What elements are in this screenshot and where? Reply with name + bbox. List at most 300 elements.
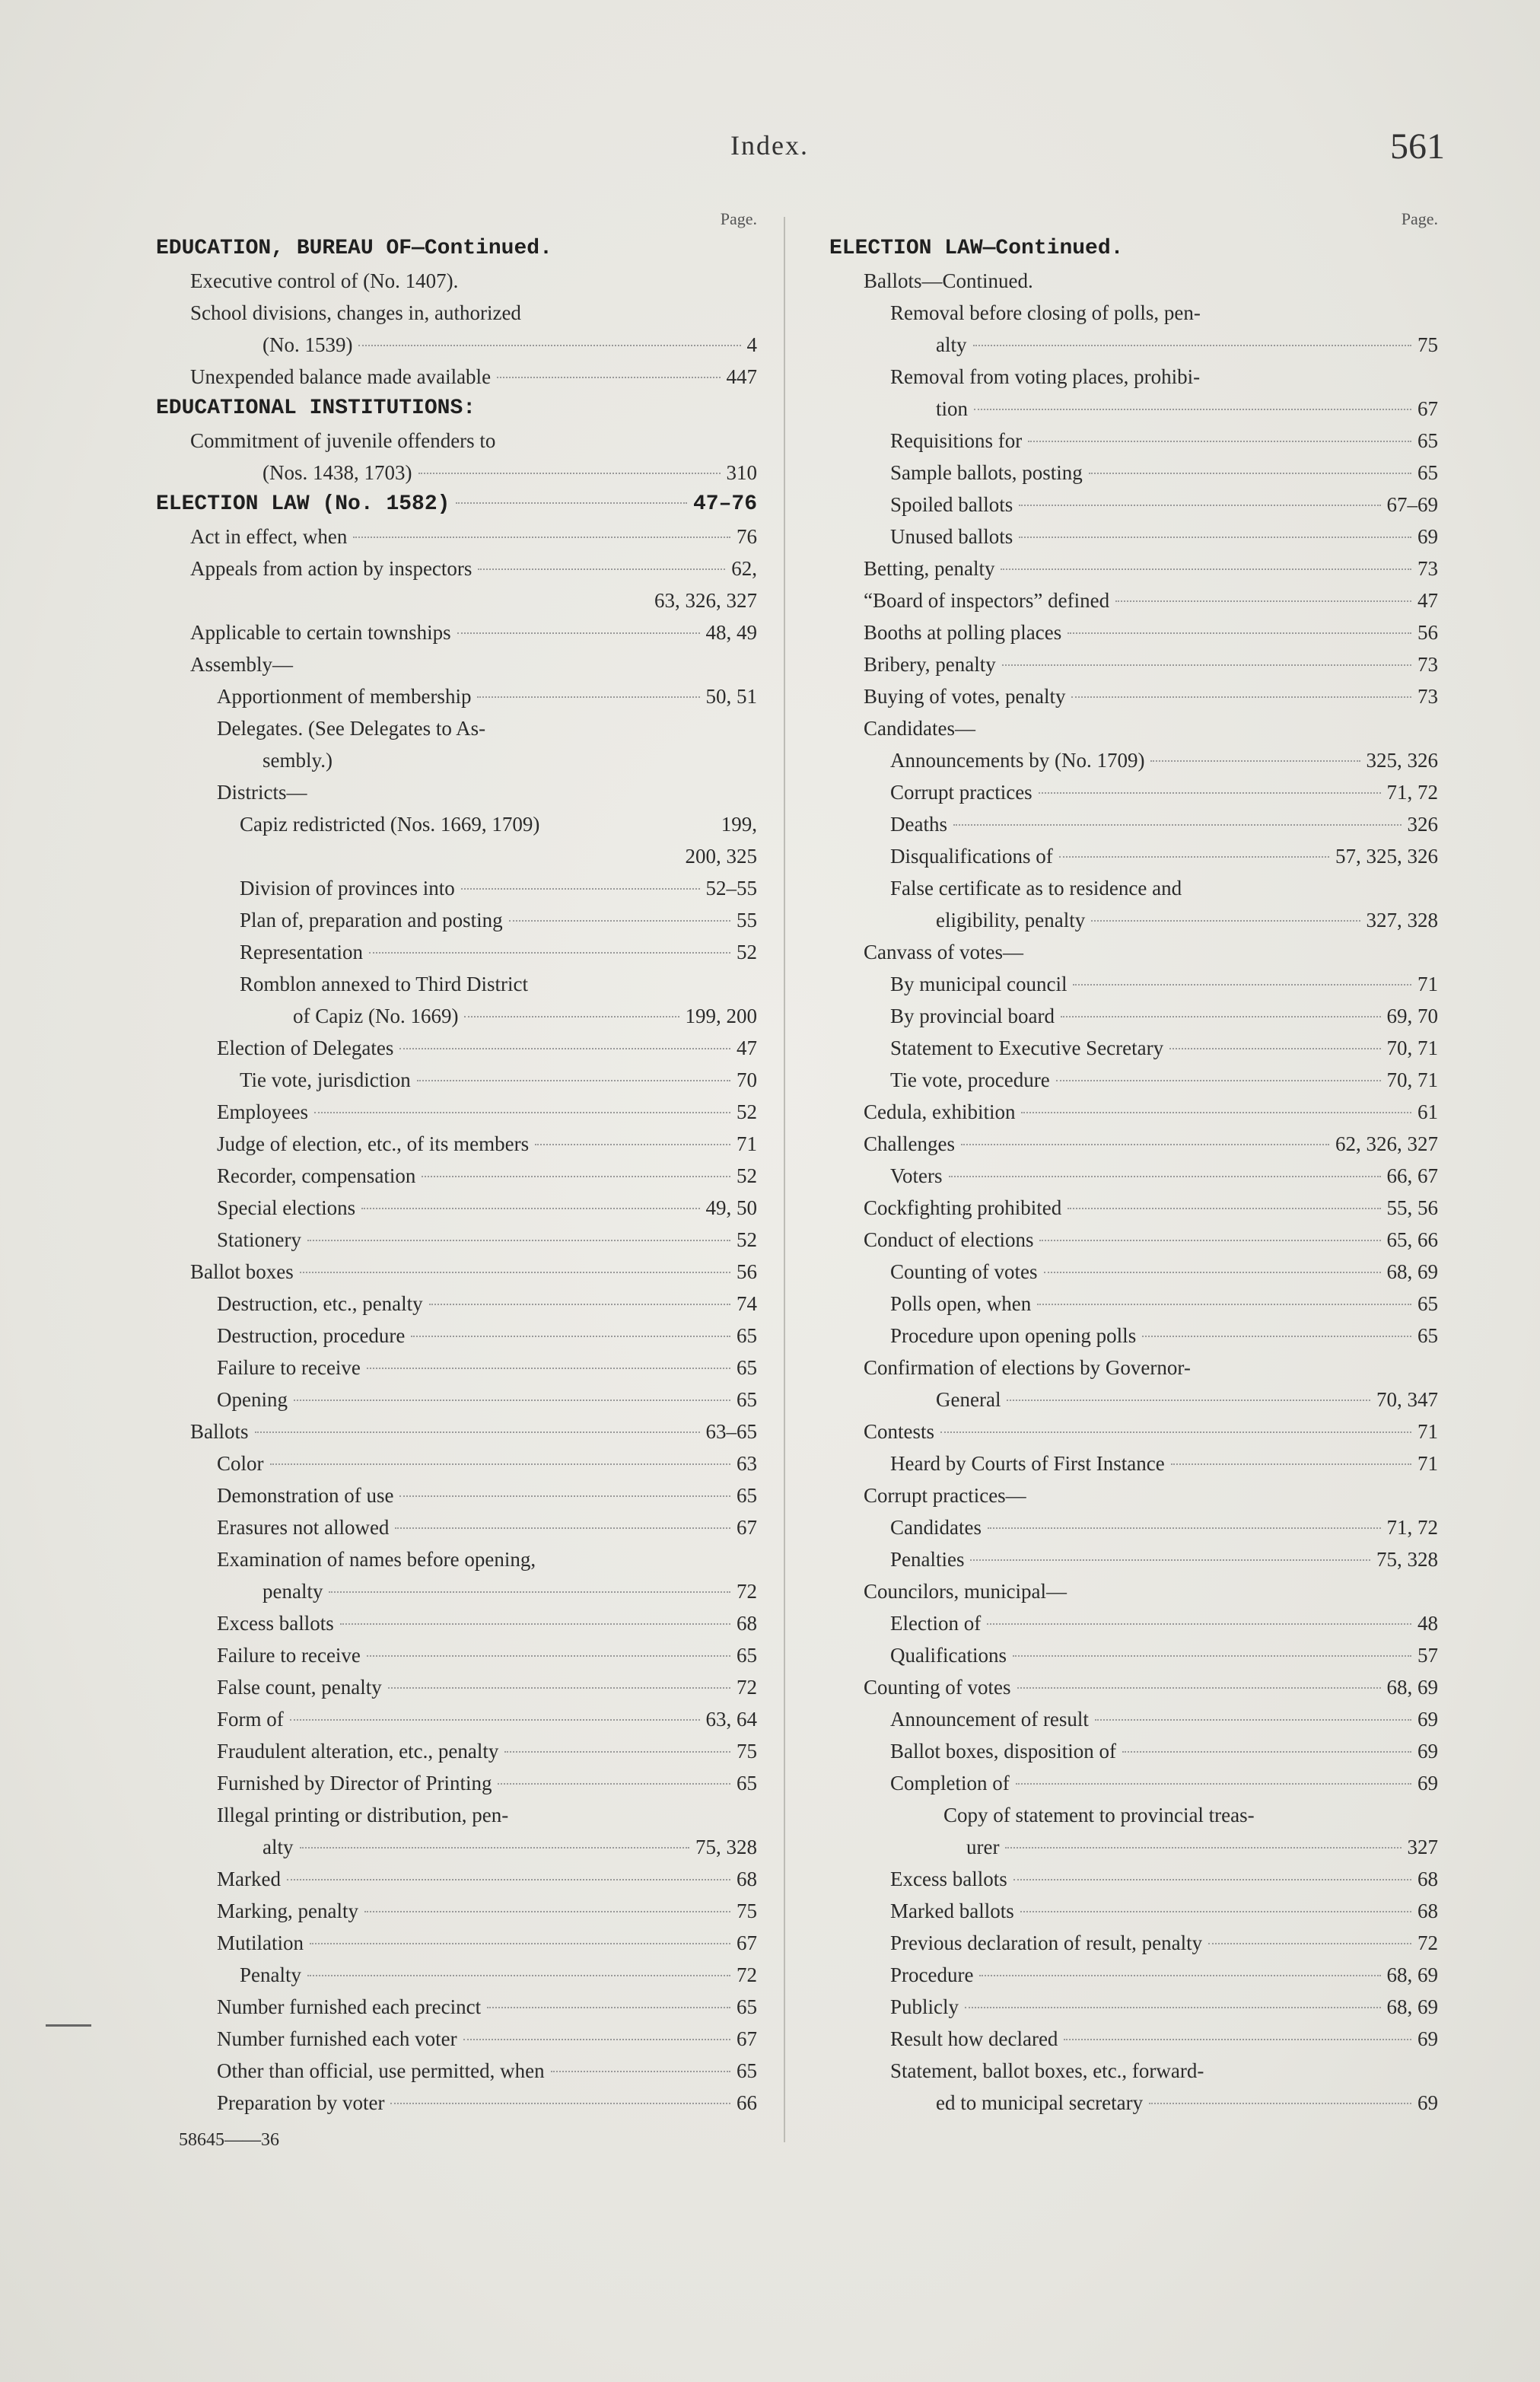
entry-term: Previous declaration of result, penalty: [890, 1931, 1203, 1954]
dot-leader: [1061, 1016, 1381, 1017]
index-entry: [829, 265, 1438, 297]
entry-page-ref: 326: [1407, 813, 1438, 836]
dot-leader: [1068, 1208, 1380, 1209]
entry-term: Heard by Courts of First Instance: [890, 1452, 1165, 1475]
entry-term: of Capiz (No. 1669): [293, 1005, 459, 1027]
entry-page-ref: 72: [737, 1963, 757, 1986]
entry-page-ref: 66: [737, 2091, 757, 2114]
index-entries-left: [156, 233, 757, 2119]
entry-page-ref: 52: [737, 1164, 757, 1187]
index-entry: [156, 1927, 757, 1959]
dot-leader: [1169, 1048, 1380, 1049]
index-entry: [829, 1799, 1438, 1831]
entry-page-ref: 66, 67: [1386, 1164, 1438, 1187]
entry-term: Councilors, municipal—: [864, 1580, 1067, 1603]
entry-term: By municipal council: [890, 973, 1068, 995]
dot-leader: [395, 1527, 730, 1529]
dot-leader: [456, 502, 687, 504]
entry-term: EDUCATIONAL INSTITUTIONS:: [156, 396, 476, 420]
dot-leader: [290, 1719, 700, 1721]
entry-page-ref: 67: [1418, 397, 1438, 420]
dot-leader: [504, 1751, 730, 1753]
index-entry: [829, 1831, 1438, 1863]
index-entry: [156, 1032, 757, 1064]
dot-leader: [411, 1336, 730, 1337]
dot-leader: [418, 473, 721, 474]
page-column-label: Page.: [720, 209, 757, 228]
index-entry: [829, 680, 1438, 712]
entry-page-ref: 65: [737, 1995, 757, 2018]
entry-term: Procedure: [890, 1963, 974, 1986]
dot-leader: [399, 1048, 730, 1049]
entry-term: Marked ballots: [890, 1900, 1014, 1922]
entry-page-ref: 71, 72: [1386, 781, 1438, 804]
entry-term: alty: [936, 333, 967, 356]
dot-leader: [1115, 600, 1411, 602]
entry-page-ref: 67–69: [1386, 493, 1438, 516]
entry-term: Excess ballots: [217, 1612, 334, 1635]
dot-leader: [1122, 1751, 1411, 1753]
index-entry: [829, 457, 1438, 489]
dot-leader: [1089, 473, 1411, 474]
dot-leader: [390, 2103, 730, 2104]
dot-leader: [1037, 1304, 1411, 1305]
index-entry: [156, 1384, 757, 1416]
entry-term: Corrupt practices: [890, 781, 1032, 804]
index-entry: [156, 744, 757, 776]
dot-leader: [498, 1783, 730, 1785]
running-head: Index.: [730, 130, 809, 161]
index-entry: [829, 1256, 1438, 1288]
entry-term: ed to municipal secretary: [936, 2091, 1144, 2114]
entry-term: Number furnished each precinct: [217, 1995, 482, 2018]
index-entry: [829, 1703, 1438, 1735]
dot-leader: [1142, 1336, 1411, 1337]
entry-page-ref: 327, 328: [1366, 909, 1438, 931]
entry-page-ref: 75, 328: [1376, 1548, 1438, 1571]
entry-term: Representation: [240, 941, 363, 963]
entry-page-ref: 71: [1418, 1452, 1438, 1475]
index-entry: [156, 425, 757, 457]
index-entry: [829, 1639, 1438, 1671]
dot-leader: [457, 632, 700, 634]
entry-term: Opening: [217, 1388, 288, 1411]
printer-signature: 58645——36: [179, 2130, 279, 2150]
entry-term: Excess ballots: [890, 1868, 1007, 1890]
dot-leader: [353, 537, 730, 538]
dot-leader: [422, 1176, 730, 1177]
index-entry: [829, 489, 1438, 521]
index-entry: [829, 1767, 1438, 1799]
index-entry: [156, 2023, 757, 2055]
index-entry: [829, 712, 1438, 744]
index-entry: [829, 840, 1438, 872]
entry-page-ref: 69: [1418, 525, 1438, 548]
entry-term: Capiz redistricted (Nos. 1669, 1709): [240, 813, 540, 836]
dot-leader: [973, 345, 1412, 346]
entry-term: Marking, penalty: [217, 1900, 358, 1922]
entry-term: Applicable to certain townships: [190, 621, 451, 644]
entry-term: Counting of votes: [864, 1676, 1011, 1699]
dot-leader: [965, 2007, 1380, 2008]
entry-term: Conduct of elections: [864, 1228, 1034, 1251]
index-entry: [829, 744, 1438, 776]
entry-term: Judge of election, etc., of its members: [217, 1132, 530, 1155]
entry-term: Recorder, compensation: [217, 1164, 416, 1187]
index-entry: [156, 968, 757, 1000]
entry-term: Buying of votes, penalty: [864, 685, 1066, 708]
entry-page-ref: 48, 49: [705, 621, 757, 644]
entry-term: Color: [217, 1452, 264, 1475]
index-entry: [156, 936, 757, 968]
index-entry: [829, 1320, 1438, 1352]
entry-page-ref: 65: [1418, 429, 1438, 452]
dot-leader: [1013, 1655, 1411, 1657]
dot-leader: [367, 1655, 730, 1657]
index-entry: [156, 1959, 757, 1991]
entry-page-ref: 48: [1418, 1612, 1438, 1635]
index-entry: [156, 2055, 757, 2087]
entry-page-ref: 56: [1418, 621, 1438, 644]
entry-page-ref: 68, 69: [1386, 1963, 1438, 1986]
entry-term: Assembly—: [190, 653, 293, 676]
entry-term: EDUCATION, BUREAU OF—Continued.: [156, 237, 552, 260]
entry-page-ref: 65: [1418, 461, 1438, 484]
entry-term: Procedure upon opening polls: [890, 1324, 1137, 1347]
entry-term: Ballot boxes: [190, 1260, 294, 1283]
entry-term: Commitment of juvenile offenders to: [190, 429, 496, 452]
index-entry: [156, 1288, 757, 1320]
dot-leader: [364, 1911, 730, 1912]
entry-page-ref: 65: [737, 1324, 757, 1347]
dot-leader: [1091, 920, 1360, 922]
entry-page-ref: 73: [1418, 685, 1438, 708]
entry-page-ref: 62,: [731, 557, 757, 580]
entry-term: Removal from voting places, prohibi-: [890, 365, 1201, 388]
dot-leader: [1001, 568, 1411, 570]
entry-term: Penalty: [240, 1963, 301, 1986]
index-entry: [829, 361, 1438, 393]
entry-page-ref: 327: [1407, 1836, 1438, 1858]
entry-page-ref: 65: [737, 1644, 757, 1667]
index-entry: [156, 1511, 757, 1543]
entry-term: Illegal printing or distribution, pen-: [217, 1804, 509, 1826]
index-entry: [156, 1735, 757, 1767]
entry-page-ref: 70, 71: [1386, 1037, 1438, 1059]
entry-term: penalty: [262, 1580, 323, 1603]
entry-page-ref: 50, 51: [705, 685, 757, 708]
entry-page-ref: 63, 326, 327: [654, 589, 757, 612]
entry-term: Fraudulent alteration, etc., penalty: [217, 1740, 499, 1763]
index-entry: [829, 1671, 1438, 1703]
entry-page-ref: 63, 64: [705, 1708, 757, 1731]
index-entry: [156, 1096, 757, 1128]
entry-term: tion: [936, 397, 969, 420]
index-entry: [829, 1352, 1438, 1384]
index-entry: [829, 1959, 1438, 1991]
entry-page-ref: 75, 328: [695, 1836, 757, 1858]
entry-page-ref: 70, 347: [1376, 1388, 1438, 1411]
entry-page-ref: 65: [737, 1388, 757, 1411]
dot-leader: [1171, 1463, 1411, 1465]
entry-page-ref: 49, 50: [705, 1196, 757, 1219]
entry-page-ref: 56: [737, 1260, 757, 1283]
index-entry: [156, 233, 757, 265]
entry-page-ref: 65: [1418, 1324, 1438, 1347]
entry-page-ref: 68: [737, 1868, 757, 1890]
index-entry: [156, 1256, 757, 1288]
index-entry: [156, 616, 757, 648]
dot-leader: [307, 1240, 730, 1241]
dot-leader: [970, 1559, 1370, 1561]
entry-page-ref: 69: [1418, 1708, 1438, 1731]
entry-page-ref: 69: [1418, 2027, 1438, 2050]
entry-term: sembly.): [262, 749, 332, 772]
index-entry: [829, 1192, 1438, 1224]
entry-term: Stationery: [217, 1228, 301, 1251]
dot-leader: [1039, 1240, 1380, 1241]
dot-leader: [1021, 1112, 1411, 1113]
index-entry: [156, 1895, 757, 1927]
dot-leader: [1019, 505, 1380, 506]
dot-leader: [300, 1847, 690, 1849]
dot-leader: [551, 2071, 730, 2072]
index-entry: [156, 553, 757, 584]
entry-page-ref: 55: [737, 909, 757, 931]
entry-page-ref: 72: [1418, 1931, 1438, 1954]
index-entry: [156, 361, 757, 393]
entry-term: Plan of, preparation and posting: [240, 909, 503, 931]
entry-page-ref: 75: [737, 1740, 757, 1763]
entry-term: Unexpended balance made available: [190, 365, 492, 388]
index-entry: [829, 872, 1438, 904]
entry-page-ref: 57, 325, 326: [1335, 845, 1438, 868]
entry-page-ref: 65: [737, 1772, 757, 1794]
index-entry: [829, 425, 1438, 457]
column-divider: [784, 217, 785, 2142]
entry-term: Disqualifications of: [890, 845, 1053, 868]
entry-page-ref: 72: [737, 1580, 757, 1603]
entry-term: ELECTION LAW (No. 1582): [156, 492, 450, 516]
entry-term: Announcement of result: [890, 1708, 1089, 1731]
entry-page-ref: 73: [1418, 557, 1438, 580]
entry-term: Counting of votes: [890, 1260, 1038, 1283]
page-column-label: Page.: [1401, 209, 1438, 228]
entry-term: Delegates. (See Delegates to As-: [217, 717, 486, 740]
dot-leader: [1016, 1783, 1411, 1785]
dot-leader: [1002, 664, 1411, 666]
entry-term: Challenges: [864, 1132, 955, 1155]
entry-page-ref: 69: [1418, 2091, 1438, 2114]
index-entry: [829, 968, 1438, 1000]
index-entry: [156, 1160, 757, 1192]
dot-leader: [1020, 1911, 1411, 1912]
entry-page-ref: 69: [1418, 1772, 1438, 1794]
margin-mark: [46, 2024, 91, 2027]
index-entry: [156, 1224, 757, 1256]
index-entry: [829, 616, 1438, 648]
entry-term: Announcements by (No. 1709): [890, 749, 1145, 772]
dot-leader: [358, 345, 740, 346]
dot-leader: [417, 1080, 730, 1081]
entry-term: General: [936, 1388, 1001, 1411]
entry-page-ref: 68, 69: [1386, 1995, 1438, 2018]
dot-leader: [987, 1623, 1411, 1625]
index-entry: [829, 1000, 1438, 1032]
entry-term: Failure to receive: [217, 1356, 361, 1379]
index-entry: [156, 1064, 757, 1096]
dot-leader: [1056, 1080, 1381, 1081]
index-entry: [156, 1671, 757, 1703]
entry-page-ref: 69, 70: [1386, 1005, 1438, 1027]
dot-leader: [1064, 2039, 1411, 2040]
entry-term: Preparation by voter: [217, 2091, 385, 2114]
dot-leader: [1068, 632, 1411, 634]
index-entry: [156, 1991, 757, 2023]
entry-term: Tie vote, procedure: [890, 1068, 1050, 1091]
dot-leader: [477, 696, 699, 698]
entry-page-ref: 73: [1418, 653, 1438, 676]
dot-leader: [949, 1176, 1381, 1177]
entry-page-ref: 71: [1418, 973, 1438, 995]
index-entry: [156, 1575, 757, 1607]
entry-page-ref: 75: [737, 1900, 757, 1922]
dot-leader: [388, 1687, 730, 1689]
dot-leader: [509, 920, 730, 922]
dot-leader: [988, 1527, 1381, 1529]
entry-term: Executive control of (No. 1407).: [190, 269, 459, 292]
index-entry: [829, 1991, 1438, 2023]
entry-term: Bribery, penalty: [864, 653, 996, 676]
entry-term: Contests: [864, 1420, 935, 1443]
entry-page-ref: 68: [737, 1612, 757, 1635]
dot-leader: [1028, 441, 1411, 442]
dot-leader: [1208, 1943, 1411, 1944]
entry-page-ref: 74: [737, 1292, 757, 1315]
index-entry: [829, 1575, 1438, 1607]
index-entry: [829, 1416, 1438, 1447]
entry-term: Statement, ballot boxes, etc., forward-: [890, 2059, 1204, 2082]
entry-page-ref: 47: [1418, 589, 1438, 612]
dot-leader: [461, 888, 700, 890]
dot-leader: [961, 1144, 1329, 1145]
entry-page-ref: 69: [1418, 1740, 1438, 1763]
index-entry: [156, 584, 757, 616]
dot-leader: [478, 568, 725, 570]
entry-page-ref: 65: [737, 1356, 757, 1379]
entry-page-ref: 52: [737, 1100, 757, 1123]
entry-page-ref: 325, 326: [1366, 749, 1438, 772]
entry-page-ref: 68, 69: [1386, 1260, 1438, 1283]
index-entry: [829, 1096, 1438, 1128]
index-entry: [829, 393, 1438, 425]
index-entry: [829, 1735, 1438, 1767]
entry-term: Ballots—Continued.: [864, 269, 1033, 292]
dot-leader: [361, 1208, 699, 1209]
entry-term: Requisitions for: [890, 429, 1023, 452]
entry-term: Employees: [217, 1100, 308, 1123]
entry-page-ref: 67: [737, 2027, 757, 2050]
entry-term: Result how declared: [890, 2027, 1058, 2050]
index-entry: [829, 1032, 1438, 1064]
index-entry: [829, 1895, 1438, 1927]
index-entry: [156, 776, 757, 808]
index-entry: [156, 904, 757, 936]
entry-page-ref: 76: [737, 525, 757, 548]
entry-term: Cedula, exhibition: [864, 1100, 1016, 1123]
index-entry: [156, 1767, 757, 1799]
dot-leader: [310, 1943, 730, 1944]
index-entry: [829, 584, 1438, 616]
index-entry: [829, 776, 1438, 808]
index-entry: [829, 297, 1438, 329]
index-entry: [829, 521, 1438, 553]
entry-page-ref: 47: [737, 1037, 757, 1059]
index-entry: [829, 936, 1438, 968]
dot-leader: [314, 1112, 730, 1113]
index-entry: [829, 1447, 1438, 1479]
entry-page-ref: 63–65: [705, 1420, 757, 1443]
dot-leader: [369, 952, 730, 954]
index-entry: [156, 808, 757, 840]
index-entry: [829, 2087, 1438, 2119]
dot-leader: [953, 824, 1402, 826]
dot-leader: [1005, 1847, 1401, 1849]
entry-page-ref: 199,: [721, 813, 757, 836]
entry-term: Destruction, procedure: [217, 1324, 406, 1347]
entry-term: Cockfighting prohibited: [864, 1196, 1062, 1219]
entry-term: Election of Delegates: [217, 1037, 394, 1059]
dot-leader: [1150, 760, 1360, 762]
entry-term: Form of: [217, 1708, 284, 1731]
entry-term: Corrupt practices—: [864, 1484, 1026, 1507]
entry-term: alty: [262, 1836, 294, 1858]
entry-page-ref: 68: [1418, 1868, 1438, 1890]
entry-page-ref: 62, 326, 327: [1335, 1132, 1438, 1155]
dot-leader: [1039, 792, 1381, 794]
entry-term: (No. 1539): [262, 333, 353, 356]
dot-leader: [287, 1879, 730, 1880]
entry-term: Candidates: [890, 1516, 982, 1539]
entry-term: Unused ballots: [890, 525, 1013, 548]
dot-leader: [1017, 1687, 1381, 1689]
entry-page-ref: 68: [1418, 1900, 1438, 1922]
index-entry: [156, 1416, 757, 1447]
dot-leader: [367, 1368, 730, 1369]
index-entry: [156, 840, 757, 872]
entry-page-ref: 71: [737, 1132, 757, 1155]
entry-page-ref: 61: [1418, 1100, 1438, 1123]
index-entry: [829, 1511, 1438, 1543]
entry-term: Spoiled ballots: [890, 493, 1013, 516]
dot-leader: [497, 377, 720, 378]
index-entry: [156, 1128, 757, 1160]
entry-page-ref: 68, 69: [1386, 1676, 1438, 1699]
index-entry: [829, 553, 1438, 584]
entry-page-ref: 72: [737, 1676, 757, 1699]
entry-page-ref: 65, 66: [1386, 1228, 1438, 1251]
entry-page-ref: 52–55: [705, 877, 757, 900]
index-entry: [829, 1288, 1438, 1320]
dot-leader: [294, 1400, 730, 1401]
entry-term: Ballots: [190, 1420, 249, 1443]
index-entry: [156, 297, 757, 329]
entry-term: Candidates—: [864, 717, 975, 740]
index-entry: [156, 648, 757, 680]
entry-term: Polls open, when: [890, 1292, 1032, 1315]
index-entry: [829, 1543, 1438, 1575]
index-entry: [156, 393, 757, 425]
